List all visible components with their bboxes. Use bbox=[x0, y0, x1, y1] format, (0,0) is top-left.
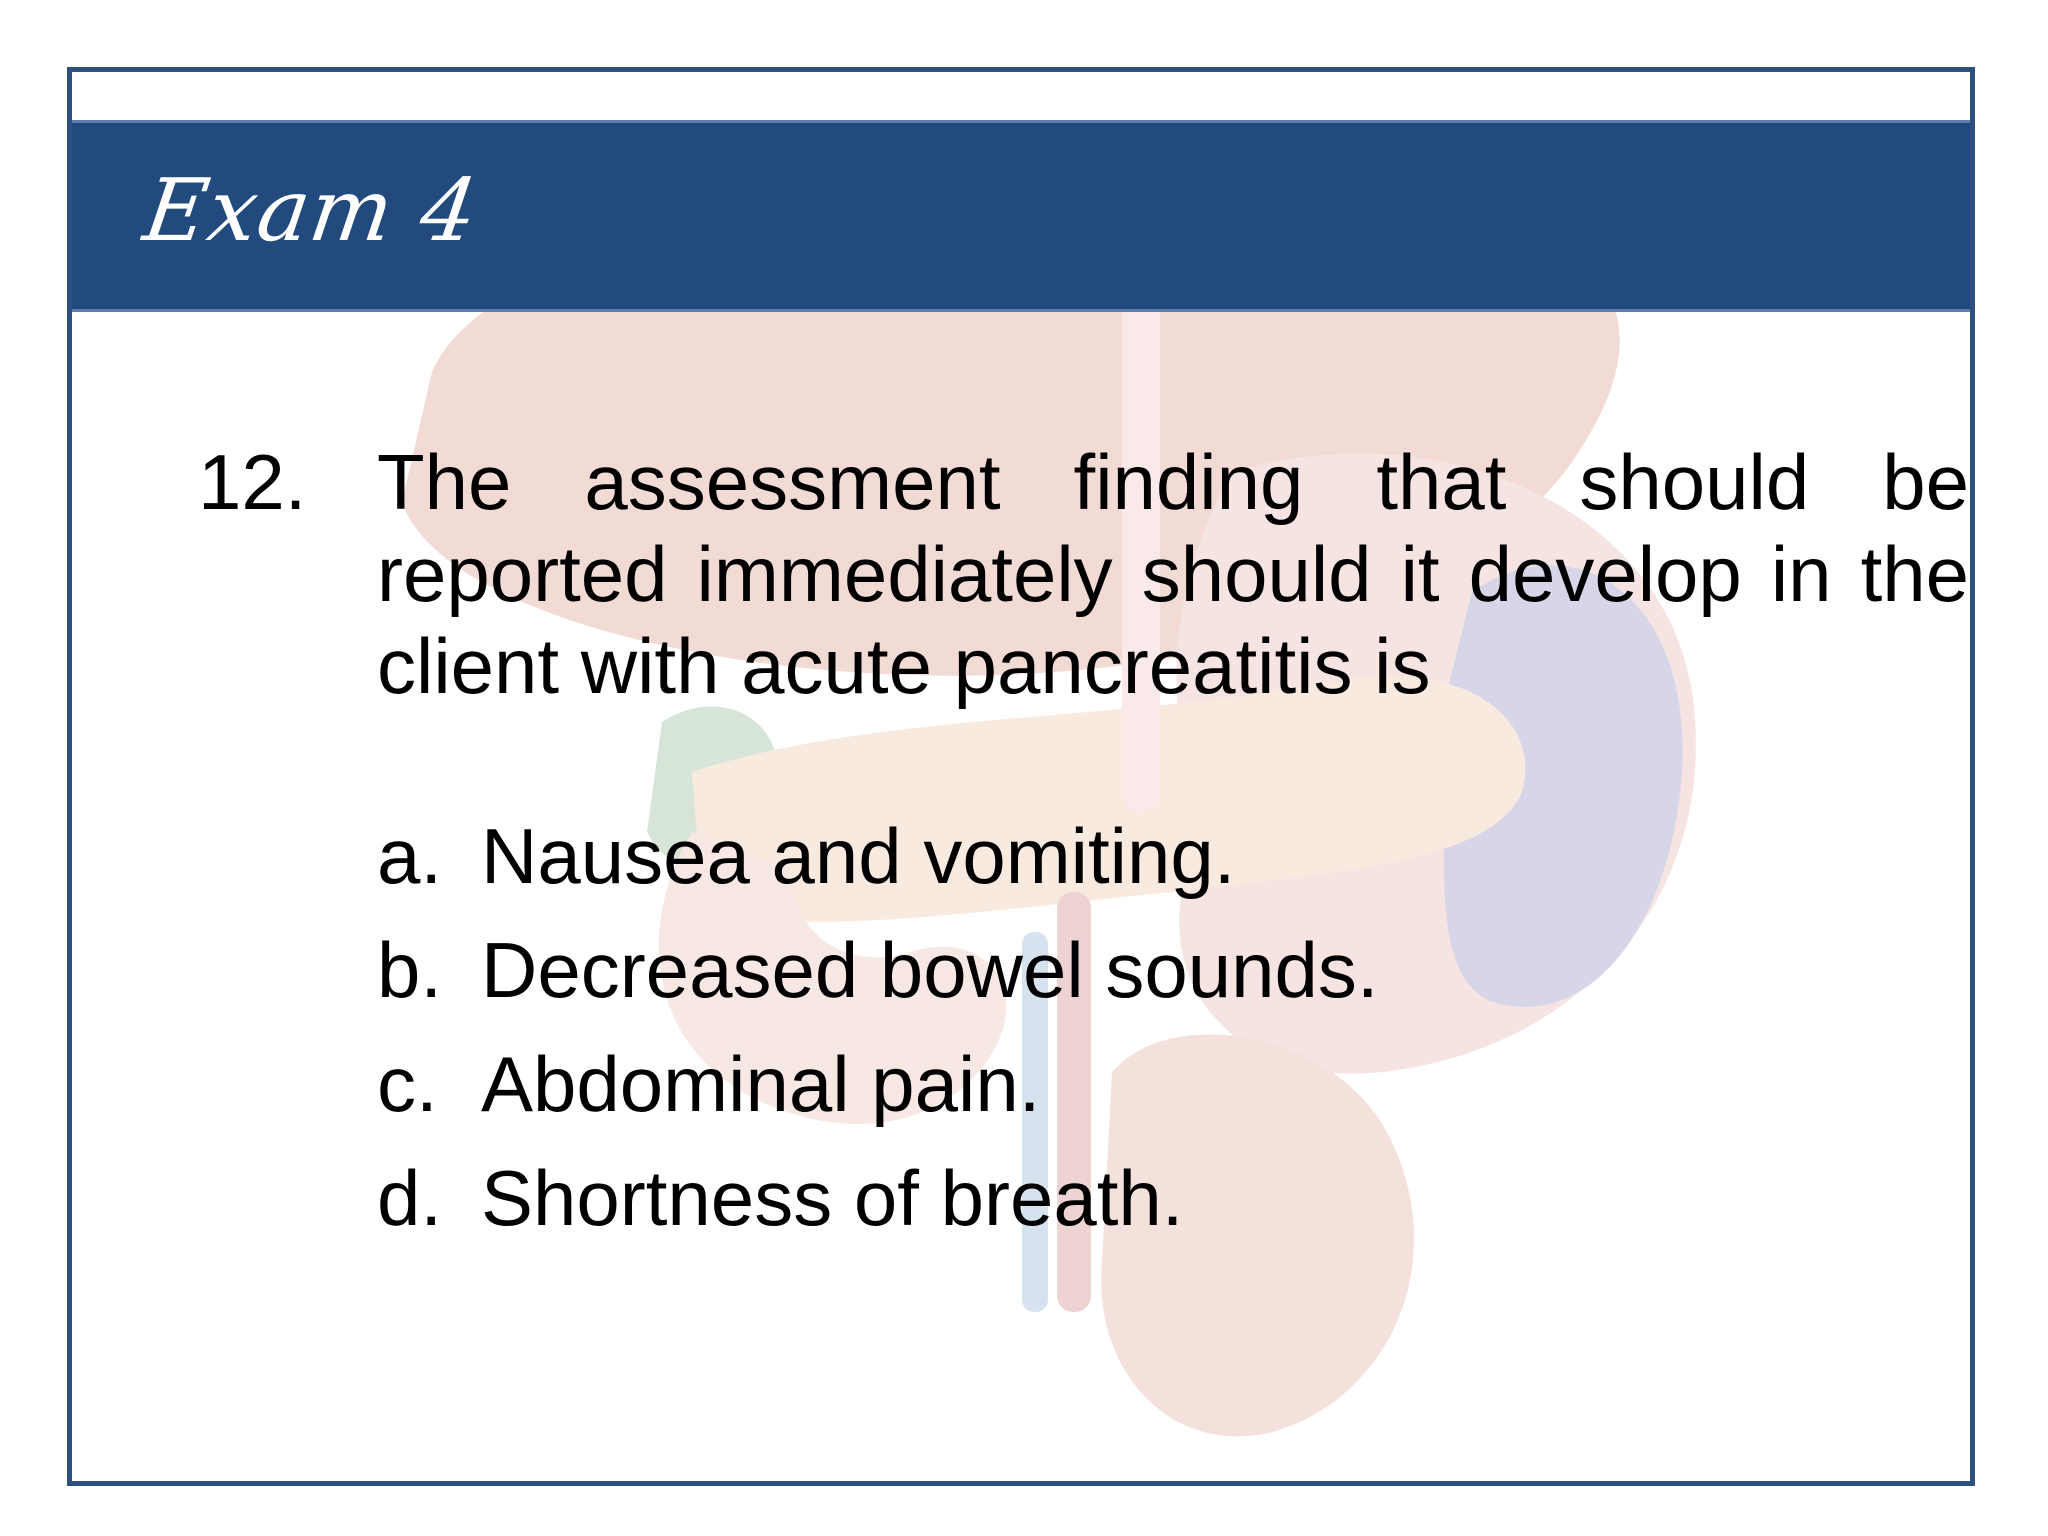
slide-title: Exam 4 bbox=[138, 161, 485, 261]
option-text: Nausea and vomiting. bbox=[481, 812, 1236, 900]
option-letter: a. bbox=[377, 812, 443, 900]
option-letter: b. bbox=[377, 926, 443, 1014]
answer-option-a bbox=[377, 810, 1877, 924]
question-text: The assessment finding that should be reported immediately should it develop in the client with acute pancreatitis is bbox=[377, 438, 1969, 710]
option-text: Shortness of breath. bbox=[481, 1154, 1184, 1242]
question-number: 12. bbox=[198, 438, 307, 526]
option-text: Abdominal pain. bbox=[481, 1040, 1041, 1128]
answer-option-d bbox=[377, 1152, 1877, 1266]
answer-option-b bbox=[377, 924, 1877, 1038]
option-text: Decreased bowel sounds. bbox=[481, 926, 1379, 1014]
option-letter: c. bbox=[377, 1040, 438, 1128]
answer-options bbox=[377, 810, 1877, 1266]
option-letter: d. bbox=[377, 1154, 443, 1242]
title-bar bbox=[72, 120, 1970, 312]
answer-option-c bbox=[377, 1038, 1877, 1152]
slide-frame bbox=[67, 67, 1975, 1486]
